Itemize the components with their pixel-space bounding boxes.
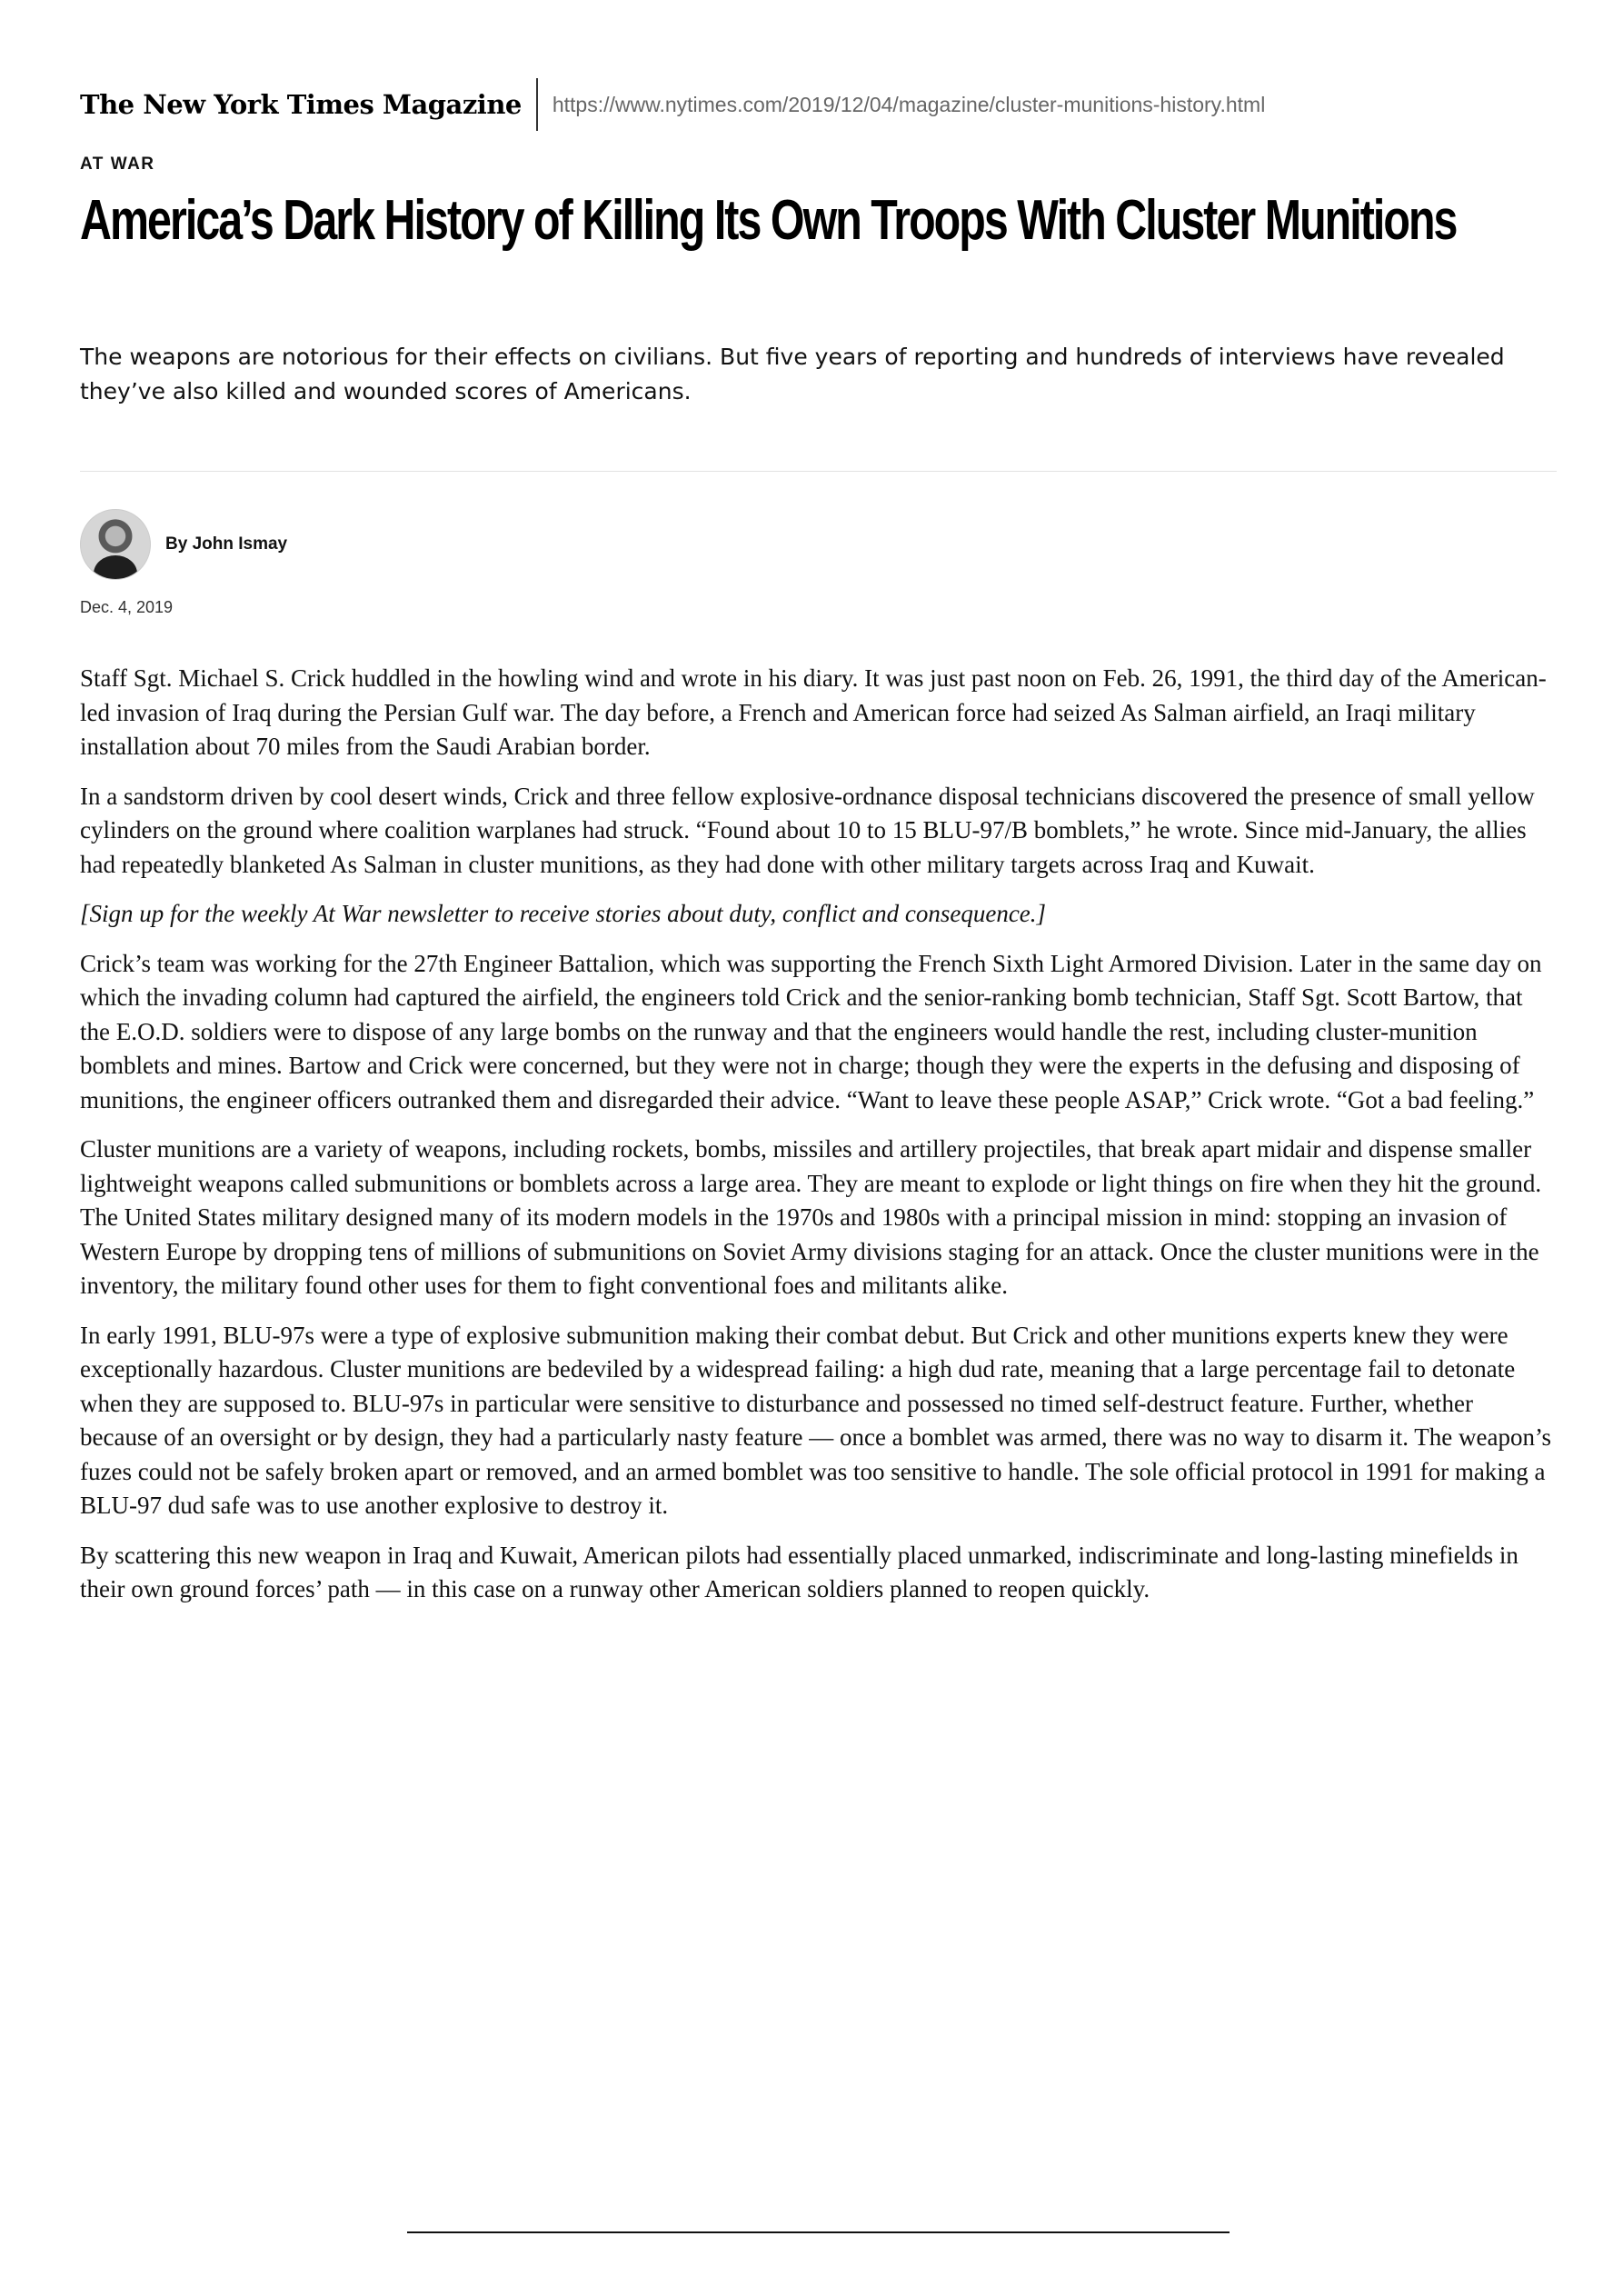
nyt-magazine-logo[interactable]: The New York Times Magazine: [80, 89, 522, 120]
body-paragraph: Staff Sgt. Michael S. Crick huddled in the howling wind and wrote in his diary. It was just past noon on Feb. 26, 1991, the third day of the American-led invasion of Iraq during the Persian Gulf war. The day before, a French and American force had seized As Salman airfield, an Iraqi military installation about 70 miles from the Saudi Arabian border.: [80, 664, 1547, 760]
section-kicker[interactable]: AT WAR: [80, 155, 155, 174]
body-paragraph: Crick’s team was working for the 27th Engineer Battalion, which was supporting the French Sixth Light Armored Division. Later in the same day on which the invading column had captured the airfield, the engineers told Crick and the senior-ranking bomb technician, Staff Sgt. Scott Bartow, that the E.O.D. soldiers were to dispose of any large bombs on the runway and that the engineers would handle the rest, including cluster-munition bomblets and mines. Bartow and Crick were concerned, but they were not in charge; though they were the experts in the defusing and disposing of munitions, the engineer officers outranked them and disregarded their advice. “Want to leave these people ASAP,” Crick wrote. “Got a bad feeling.”: [80, 949, 1542, 1113]
masthead: [80, 78, 1265, 131]
author-name[interactable]: By John Ismay: [165, 534, 288, 554]
body-paragraph: In a sandstorm driven by cool desert winds, Crick and three fellow explosive-ordnance disposal technicians discovered the presence of small yellow cylinders on the ground where coalition warplanes had struck. “Found about 10 to 15 BLU-97/B bomblets,” he wrote. Since mid-January, the allies had repeatedly blanketed As Salman in cluster munitions, as they had done with other military targets across Iraq and Kuwait.: [80, 782, 1535, 878]
newsletter-signup-link[interactable]: [Sign up for the weekly At War newsletter to receive stories about duty, conflict and consequence.]: [80, 900, 1047, 927]
article-headline: America’s Dark History of Killing Its Own Troops With Cluster Munitions: [80, 189, 1457, 252]
body-paragraph: By scattering this new weapon in Iraq and Kuwait, American pilots had essentially placed unmarked, indiscriminate and long-lasting minefields in their own ground forces’ path — in this case on a runway other American soldiers planned to reopen quickly.: [80, 1541, 1518, 1602]
body-paragraph: Cluster munitions are a variety of weapons, including rockets, bombs, missiles and artillery projectiles, that break apart midair and dispense smaller lightweight weapons called submunitions or bomblets across a large area. They are meant to explode or light things on fire when they hit the ground. The United States military designed many of its modern models in the 1970s and 1980s with a principal mission in mind: stopping an invasion of Western Europe by dropping tens of millions of submunitions on Soviet Army divisions staging for an attack. Once the cluster munitions were in the inventory, the military found other uses for them to fight conventional foes and militants alike.: [80, 1135, 1542, 1299]
footer-rule: [407, 2231, 1230, 2233]
article-body: [80, 662, 1557, 1622]
publish-date: Dec. 4, 2019: [80, 598, 174, 616]
body-paragraph: In early 1991, BLU-97s were a type of explosive submunition making their combat debut. But Crick and other munitions experts knew they were exceptionally hazardous. Cluster munitions are bedeviled by a widespread failing: a high dud rate, meaning that a large percentage fail to detonate when they are supposed to. BLU-97s in particular were sensitive to disturbance and possessed no timed self-destruct feature. Further, whether because of an oversight or by design, they had a particularly nasty feature — once a bomblet was armed, there was no way to disarm it. The weapon’s fuzes could not be safely broken apart or removed, and an armed bomblet was too sensitive to handle. The sole official protocol in 1991 for making a BLU-97 dud safe was to use another explosive to destroy it.: [80, 1321, 1551, 1519]
header-divider: [80, 471, 1557, 472]
author-avatar[interactable]: [80, 509, 151, 580]
article-url: https://www.nytimes.com/2019/12/04/magazine/cluster-munitions-history.html: [552, 92, 1266, 116]
article-summary: The weapons are notorious for their effects on civilians. But five years of reporting and hundreds of interviews have revealed they’ve also killed and wounded scores of Americans.: [80, 344, 1505, 404]
byline: [80, 509, 287, 580]
